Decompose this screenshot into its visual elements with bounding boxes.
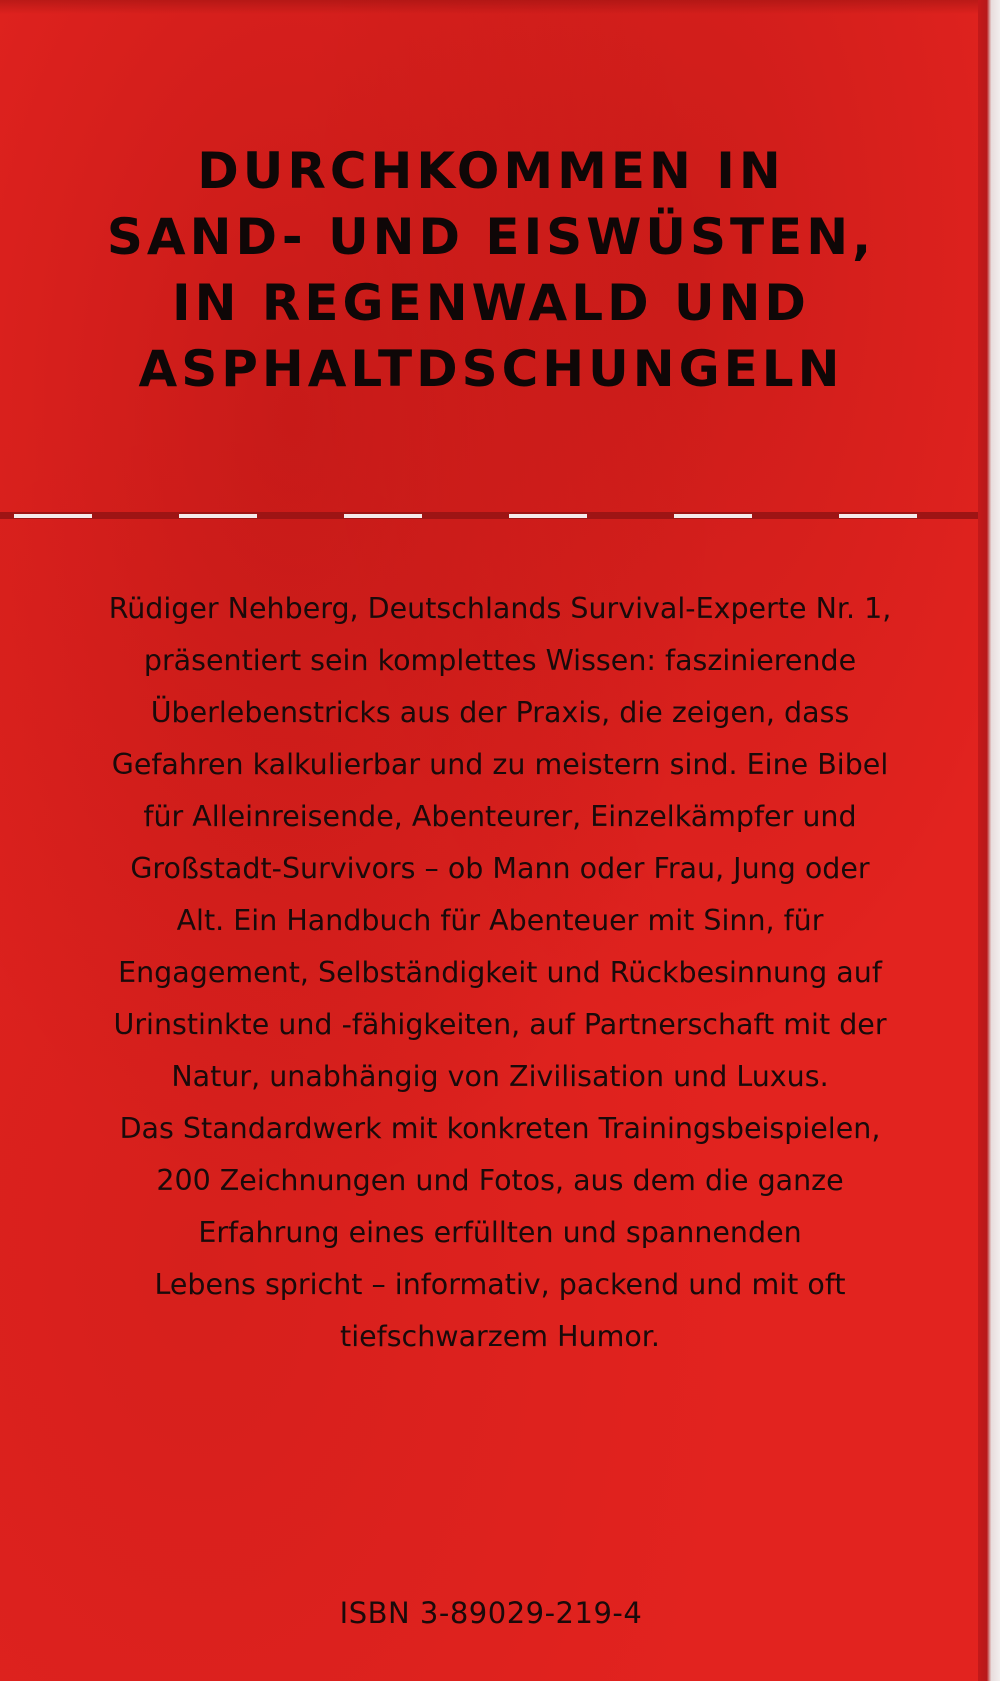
book-description xyxy=(60,583,940,1363)
description-line: Lebens spricht – informativ, packend und mit oft xyxy=(154,1268,846,1301)
isbn-label: ISBN 3-89029-219-4 xyxy=(339,1596,643,1630)
description-line: Rüdiger Nehberg, Deutschlands Survival-Experte Nr. 1, xyxy=(108,592,892,625)
description-line: Gefahren kalkulierbar und zu meistern sind. Eine Bibel xyxy=(111,748,889,781)
description-line: tiefschwarzem Humor. xyxy=(340,1320,660,1353)
description-line: für Alleinreisende, Abenteurer, Einzelkämpfer und xyxy=(143,800,857,833)
description-line: 200 Zeichnungen und Fotos, aus dem die ganze xyxy=(156,1164,844,1197)
cover-top-shadow xyxy=(0,0,982,14)
headline-line: DURCHKOMMEN IN xyxy=(197,142,785,200)
cover-spine-edge xyxy=(978,0,1000,1681)
description-line: Überlebenstricks aus der Praxis, die zeigen, dass xyxy=(150,696,850,729)
headline-line: SAND- UND EISWÜSTEN, xyxy=(106,208,876,266)
description-line: Das Standardwerk mit konkreten Trainingsbeispielen, xyxy=(119,1112,881,1145)
divider-dashes xyxy=(14,514,964,518)
description-line: Natur, unabhängig von Zivilisation und Luxus. xyxy=(171,1060,829,1093)
headline-line: IN REGENWALD UND xyxy=(172,274,810,332)
description-line: Großstadt-Survivors – ob Mann oder Frau, Jung oder xyxy=(130,852,870,885)
description-line: Erfahrung eines erfüllten und spannenden xyxy=(198,1216,802,1249)
headline-line: ASPHALTDSCHUNGELN xyxy=(138,340,844,398)
description-line: Urinstinkte und -fähigkeiten, auf Partnerschaft mit der xyxy=(113,1008,887,1041)
cover-headline xyxy=(0,138,982,402)
description-line: Engagement, Selbständigkeit und Rückbesinnung auf xyxy=(118,956,882,989)
description-line: Alt. Ein Handbuch für Abenteuer mit Sinn, für xyxy=(176,904,824,937)
description-line: präsentiert sein komplettes Wissen: faszinierende xyxy=(143,644,857,677)
